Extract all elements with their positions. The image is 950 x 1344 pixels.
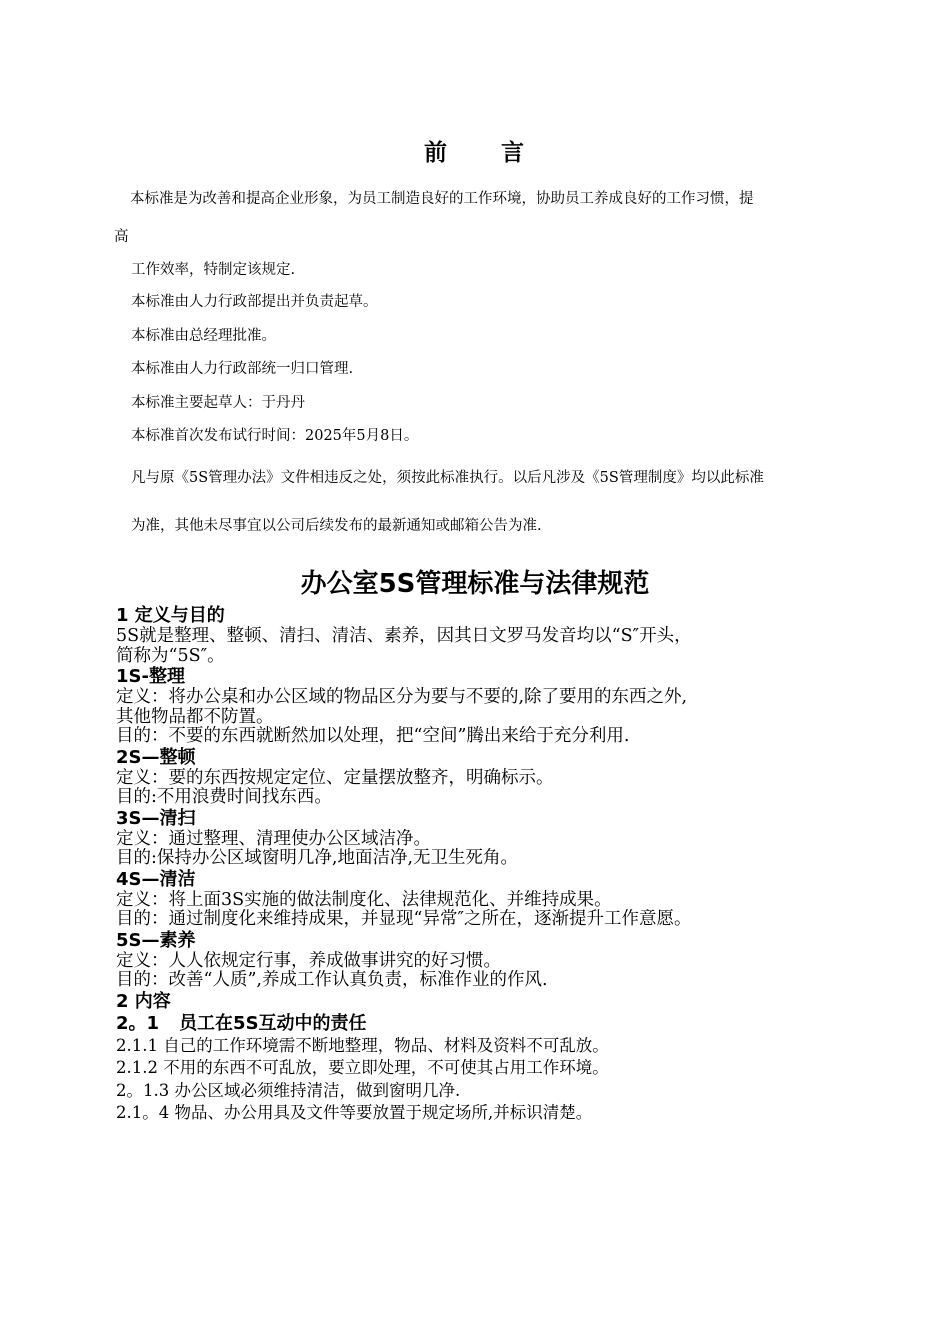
preface-title-right: 言 xyxy=(501,140,526,166)
paragraph-line: 定义：人人依规定行事，养成做事讲究的好习惯。 xyxy=(116,950,501,971)
subsection-heading: 3S—清扫 xyxy=(116,807,196,829)
subsection-heading: 5S—素养 xyxy=(116,929,196,951)
paragraph-line: 定义：将上面3S实施的做法制度化、法律规范化、并维持成果。 xyxy=(116,889,612,910)
preface-line: 高 xyxy=(114,229,129,245)
subsection-heading xyxy=(116,1013,876,1035)
list-item: 2。1.3 办公区域必须维持清洁，做到窗明几净. xyxy=(116,1080,461,1100)
paragraph-line: 目的:不用浪费时间找东西。 xyxy=(116,787,332,807)
section-heading: 2 内容 xyxy=(116,990,171,1012)
preface-line: 本标准由总经理批准。 xyxy=(131,328,276,344)
section-heading: 1 定义与目的 xyxy=(116,605,225,626)
preface-title xyxy=(0,134,950,167)
paragraph-line: 目的：通过制度化来维持成果，并显现“异常″之所在，逐渐提升工作意愿。 xyxy=(116,909,692,929)
list-item: 2.1.2 不用的东西不可乱放，要立即处理，不可使其占用工作环境。 xyxy=(116,1058,609,1077)
paragraph-line: 5S就是整理、整顿、清扫、清洁、素养，因其日文罗马发音均以“S″开头， xyxy=(116,626,692,646)
subsection-heading: 4S—清洁 xyxy=(116,868,196,890)
subsection-heading: 1S-整理 xyxy=(116,666,185,687)
paragraph-line: 定义：将办公桌和办公区域的物品区分为要与不要的,除了要用的东西之外, xyxy=(116,687,688,707)
preface-line: 凡与原《5S管理办法》文件相违反之处，须按此标准执行。以后凡涉及《5S管理制度》均以此标准 xyxy=(131,470,764,486)
preface-line: 本标准由人力行政部提出并负责起草。 xyxy=(131,294,378,310)
preface-line: 本标准由人力行政部统一归口管理. xyxy=(131,361,354,377)
subsection-number: 2。1 xyxy=(116,1012,160,1034)
preface-title-left: 前 xyxy=(424,140,449,166)
paragraph-line: 目的：改善“人质”,养成工作认真负责，标准作业的作风. xyxy=(116,970,548,990)
paragraph-line: 简称为“5S″。 xyxy=(116,645,225,666)
preface-line: 工作效率，特制定该规定. xyxy=(131,262,296,278)
preface-line: 为准，其他未尽事宜以公司后续发布的最新通知或邮箱公告为准. xyxy=(131,518,542,534)
paragraph-line: 其他物品都不防置。 xyxy=(116,706,274,727)
preface-line: 本标准主要起草人：于丹丹 xyxy=(131,395,305,411)
paragraph-line: 目的:保持办公区域窗明几净,地面洁净,无卫生死角。 xyxy=(116,848,519,868)
document-body xyxy=(116,605,876,1125)
preface-line: 本标准首次发布试行时间：2025年5月8日。 xyxy=(131,428,419,444)
main-title: 办公室5S管理标准与法律规范 xyxy=(300,569,650,599)
subsection-heading: 2S—整顿 xyxy=(116,746,196,768)
subsection-title: 员工在5S互动中的责任 xyxy=(179,1012,367,1034)
paragraph-line: 定义：通过整理、清理使办公区域洁净。 xyxy=(116,828,431,849)
paragraph-line: 定义：要的东西按规定定位、定量摆放整齐，明确标示。 xyxy=(116,767,554,788)
preface-line: 本标准是为改善和提高企业形象，为员工制造良好的工作环境，协助员工养成良好的工作习惯，提 xyxy=(130,191,754,207)
paragraph-line: 目的：不要的东西就断然加以处理，把“空间”腾出来给于充分利用. xyxy=(116,726,630,746)
list-item: 2.1。4 物品、办公用具及文件等要放置于规定场所,并标识清楚。 xyxy=(116,1103,593,1122)
list-item: 2.1.1 自己的工作环境需不断地整理，物品、材料及资料不可乱放。 xyxy=(116,1035,609,1055)
